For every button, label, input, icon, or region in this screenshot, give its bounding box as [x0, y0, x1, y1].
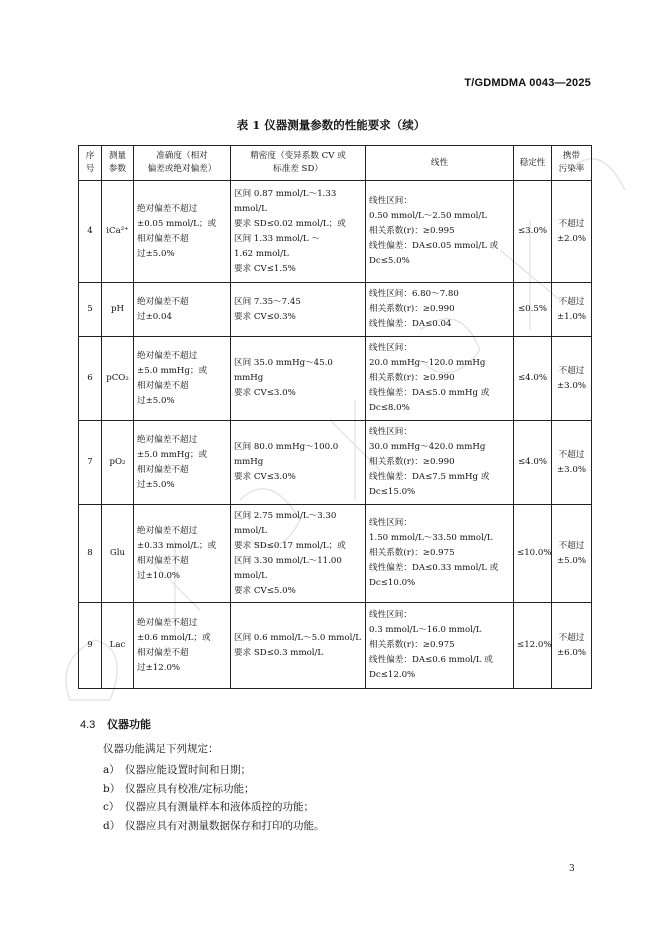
cell-precision: 区间 35.0 mmHg～45.0 mmHg 要求 CV≤3.0%	[231, 337, 366, 421]
list-item	[103, 798, 325, 817]
section-title: 仪器功能	[107, 719, 152, 731]
cell-accuracy: 绝对偏差不超过 ±5.0 mmHg；或 相对偏差不超 过±5.0%	[134, 337, 231, 421]
cell-no: 9	[79, 603, 102, 689]
list-item	[103, 780, 325, 799]
page-number: 3	[569, 864, 575, 874]
cell-linearity: 线性区间： 1.50 mmol/L～33.50 mmol/L 相关系数(r)：≥0.975 线性偏差：DA≤0.33 mmol/L 或 Dc≤10.0%	[366, 505, 514, 603]
cell-precision: 区间 0.6 mmol/L～5.0 mmol/L 要求 SD≤0.3 mmol/L	[231, 603, 366, 689]
list-text: 仪器应具有测量样本和液体质控的功能；	[125, 801, 314, 813]
list-marker: d）	[103, 819, 121, 832]
col-header-carryover: 携带 污染率	[552, 146, 592, 181]
cell-linearity: 线性区间： 0.50 mmol/L～2.50 mmol/L 相关系数(r)：≥0.995 线性偏差：DA≤0.05 mmol/L 或 Dc≤5.0%	[366, 181, 514, 283]
section-heading	[80, 716, 151, 732]
cell-no: 6	[79, 337, 102, 421]
list-text: 仪器应具有对测量数据保存和打印的功能。	[125, 819, 325, 832]
table-caption: 表 1 仪器测量参数的性能要求（续）	[236, 118, 426, 132]
cell-carryover: 不超过 ±2.0%	[552, 181, 592, 283]
list-marker: c）	[103, 801, 120, 813]
cell-precision: 区间 2.75 mmol/L～3.30 mmol/L 要求 SD≤0.17 mmol/L；或 区间 3.30 mmol/L～11.00 mmol/L 要求 CV≤5.0%	[231, 505, 366, 603]
cell-stability: ≤4.0%	[514, 421, 552, 505]
cell-accuracy: 绝对偏差不超过 ±0.33 mmol/L；或 相对偏差不超 过±10.0%	[134, 505, 231, 603]
cell-no: 5	[79, 283, 102, 337]
cell-carryover: 不超过 ±5.0%	[552, 505, 592, 603]
cell-stability: ≤12.0%	[514, 603, 552, 689]
col-header-linearity: 线性	[366, 146, 514, 181]
cell-carryover: 不超过 ±1.0%	[552, 283, 592, 337]
cell-linearity: 线性区间： 20.0 mmHg～120.0 mmHg 相关系数(r)：≥0.990 线性偏差：DA≤5.0 mmHg 或 Dc≤8.0%	[366, 337, 514, 421]
col-header-accuracy: 准确度（相对 偏差或绝对偏差）	[134, 146, 231, 181]
requirement-list	[103, 761, 325, 835]
table-row	[79, 337, 592, 421]
list-text: 仪器应能设置时间和日期；	[125, 764, 251, 776]
col-header-precision: 精密度（变异系数 CV 或 标准差 SD）	[231, 146, 366, 181]
list-item	[103, 761, 325, 780]
cell-param: pH	[102, 283, 134, 337]
document-code: T/GDMDMA 0043—2025	[464, 77, 591, 89]
cell-carryover: 不超过 ±6.0%	[552, 603, 592, 689]
list-marker: a）	[103, 764, 120, 776]
cell-no: 7	[79, 421, 102, 505]
table-row	[79, 603, 592, 689]
list-marker: b）	[103, 782, 121, 795]
table-row	[79, 505, 592, 603]
cell-stability: ≤3.0%	[514, 181, 552, 283]
cell-accuracy: 绝对偏差不超 过±0.04	[134, 283, 231, 337]
cell-stability: ≤0.5%	[514, 283, 552, 337]
cell-linearity: 线性区间：6.80～7.80 相关系数(r)：≥0.990 线性偏差：DA≤0.04	[366, 283, 514, 337]
col-header-stability: 稳定性	[514, 146, 552, 181]
table-row	[79, 181, 592, 283]
cell-carryover: 不超过 ±3.0%	[552, 337, 592, 421]
cell-param: Lac	[102, 603, 134, 689]
cell-stability: ≤10.0%	[514, 505, 552, 603]
cell-precision: 区间 7.35～7.45 要求 CV≤0.3%	[231, 283, 366, 337]
cell-stability: ≤4.0%	[514, 337, 552, 421]
cell-param: pCO₂	[102, 337, 134, 421]
list-text: 仪器应具有校准/定标功能；	[125, 782, 255, 795]
cell-accuracy: 绝对偏差不超过 ±5.0 mmHg；或 相对偏差不超 过±5.0%	[134, 421, 231, 505]
table-row	[79, 421, 592, 505]
cell-param: iCa²⁺	[102, 181, 134, 283]
cell-accuracy: 绝对偏差不超过 ±0.6 mmol/L；或 相对偏差不超 过±12.0%	[134, 603, 231, 689]
table-row	[79, 283, 592, 337]
cell-no: 4	[79, 181, 102, 283]
cell-linearity: 线性区间： 30.0 mmHg～420.0 mmHg 相关系数(r)：≥0.990 线性偏差：DA≤7.5 mmHg 或 Dc≤15.0%	[366, 421, 514, 505]
cell-carryover: 不超过 ±3.0%	[552, 421, 592, 505]
cell-precision: 区间 80.0 mmHg～100.0 mmHg 要求 CV≤3.0%	[231, 421, 366, 505]
cell-param: pO₂	[102, 421, 134, 505]
table-header-row	[79, 146, 592, 181]
cell-linearity: 线性区间： 0.3 mmol/L～16.0 mmol/L 相关系数(r)：≥0.975 线性偏差：DA≤0.6 mmol/L 或 Dc≤12.0%	[366, 603, 514, 689]
cell-no: 8	[79, 505, 102, 603]
cell-precision: 区间 0.87 mmol/L～1.33 mmol/L 要求 SD≤0.02 mmol/L；或 区间 1.33 mmol/L ～ 1.62 mmol/L 要求 CV≤1.5%	[231, 181, 366, 283]
col-header-no: 序号	[79, 146, 102, 181]
performance-table	[78, 145, 592, 689]
section-number: 4.3	[80, 719, 96, 731]
col-header-param: 测量 参数	[102, 146, 134, 181]
section-intro: 仪器功能满足下列规定：	[103, 743, 219, 755]
list-item	[103, 817, 325, 836]
cell-accuracy: 绝对偏差不超过 ±0.05 mmol/L；或 相对偏差不超 过±5.0%	[134, 181, 231, 283]
cell-param: Glu	[102, 505, 134, 603]
